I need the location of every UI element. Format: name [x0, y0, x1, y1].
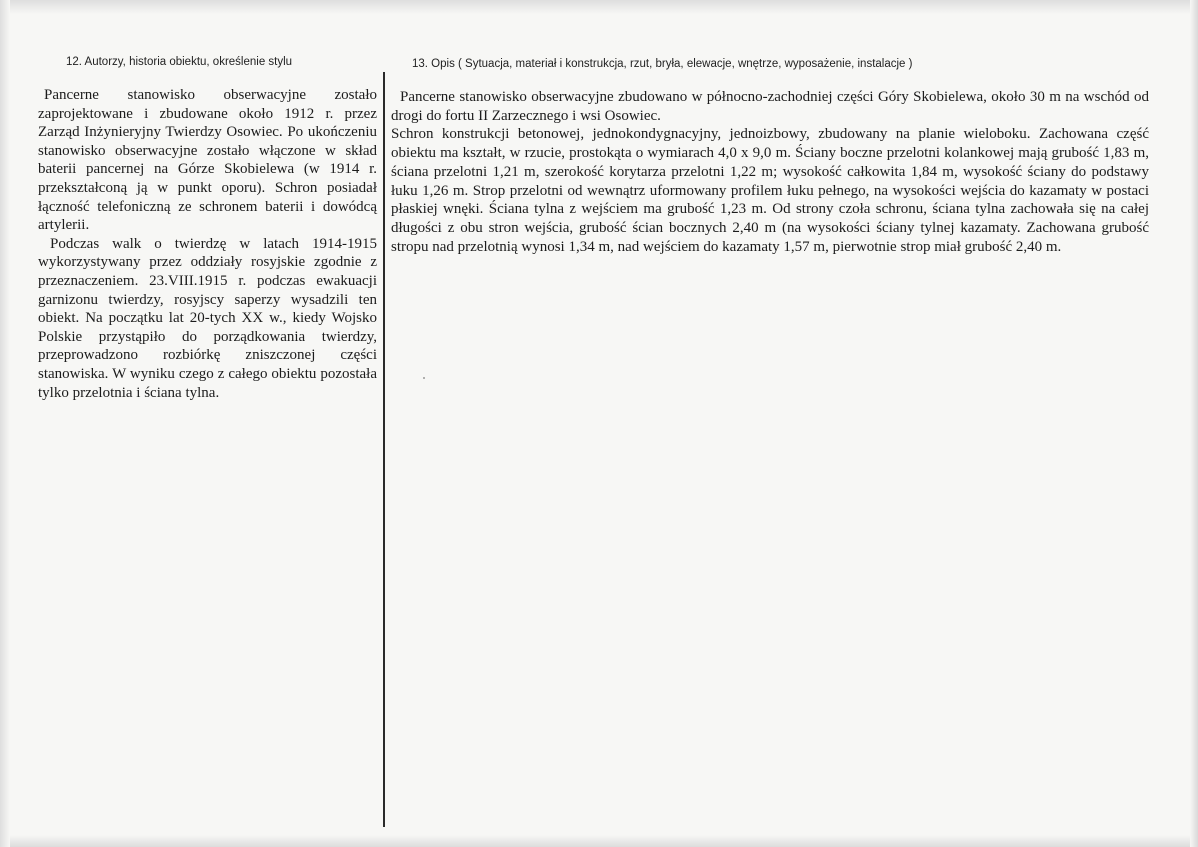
scan-edge-bottom: [0, 835, 1198, 847]
scan-edge-top: [0, 0, 1198, 14]
section-heading-authors-history: 12. Autorzy, historia obiektu, określenie stylu: [66, 56, 293, 68]
column-divider: [383, 72, 385, 827]
history-paragraph: Pancerne stanowisko obserwacyjne zostało zaprojektowane i zbudowane około 1912 r. przez Zarząd Inżynieryjny Twierdzy Osowiec. Po ukończeniu stanowisko obserwacyjne zostało włączone w skład baterii pancernej na Górze Skobielewa (w 1914 r. przekształconą ją w punkt oporu). Schron posiadał łączność telefoniczną ze schronem baterii i dowódcą artylerii.: [38, 87, 377, 234]
history-paragraph: Podczas walk o twierdzę w latach 1914-1915 wykorzystywany przez oddziały rosyjskie zgodnie z przeznaczeniem. 23.VIII.1915 r. podczas ewakuacji garnizonu twierdzy, rosyjscy saperzy wysadzili ten obiekt. Na początku lat 20-tych XX w., kiedy Wojsko Polskie przystąpiło do porządkowania twierdzy, przeprowadzono rozbiórkę zniszczonej części stanowiska. W wyniku czego z całego obiektu pozostała tylko przelotnia i ściana tylna.: [38, 235, 377, 401]
description-column: [391, 88, 1149, 256]
description-paragraph: Pancerne stanowisko obserwacyjne zbudowano w północno-zachodniej części Góry Skobielewa, około 30 m na wschód od drogi do fortu II Zarzecznego i wsi Osowiec.: [391, 89, 1149, 124]
history-column: [38, 86, 377, 402]
scan-edge-right: [1190, 0, 1198, 847]
section-heading-description: 13. Opis ( Sytuacja, materiał i konstrukcja, rzut, bryła, elewacje, wnętrze, wyposażenie, instalacje ): [412, 58, 913, 70]
description-paragraph: Schron konstrukcji betonowej, jednokondygnacyjny, jednoizbowy, zbudowany na planie wieloboku. Zachowana część obiektu ma kształt, w rzucie, prostokąta o wymiarach 4,0 x 9,0 m. Ściany boczne przelotni kolankowej mają grubość 1,83 m, ściana przelotni 1,21 m, szerokość korytarza przelotni 1,22 m; wysokość całkowita 1,84 m, wysokość ściany do podstawy łuku 1,26 m. Strop przelotni od wewnątrz uformowany profilem łuku pełnego, na wysokości wejścia do kazamaty w postaci płaskiej wnęki. Ściana tylna z wejściem ma grubość 1,23 m. Od strony czoła schronu, ściana tylna zachowała się na całej długości z obu stron wejścia, grubość ścian bocznych 2,40 m (na wysokości ściany tylnej kazamaty. Zachowana grubość stropu nad przelotnią wynosi 1,34 m, nad wejściem do kazamaty 1,57 m, pierwotnie strop miał grubość 2,40 m.: [391, 126, 1149, 255]
scan-edge-left: [0, 0, 10, 847]
scan-speck: [423, 377, 425, 379]
